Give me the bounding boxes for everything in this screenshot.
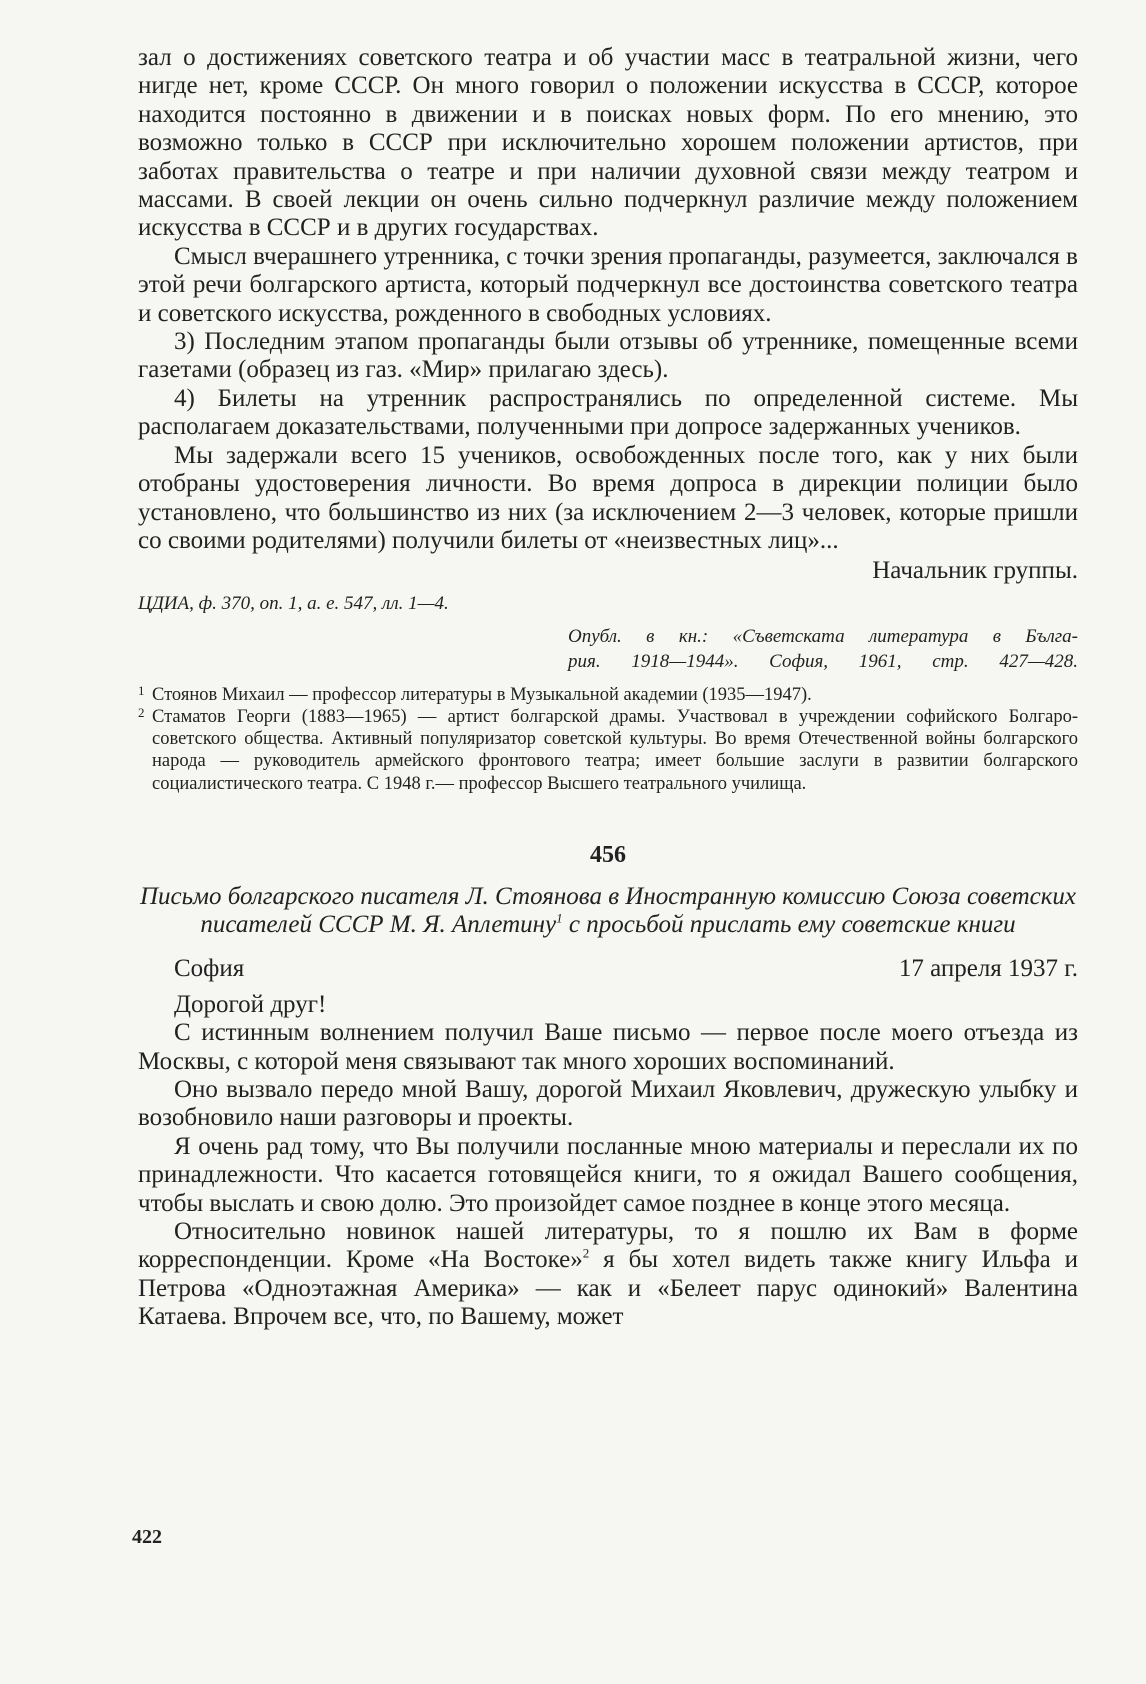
- publication-line-1: Опубл. в кн.: «Съветската литература в Бълга-: [568, 625, 1078, 647]
- top-section: [138, 44, 1078, 674]
- paragraph-4: 4) Билеты на утренник распространялись по определенной системе. Мы располагаем доказательствами, полученными при допросе задержанных учеников.: [138, 384, 1078, 441]
- paragraph-3: 3) Последним этапом пропаганды были отзывы об утреннике, помещенные всеми газетами (образец из газ. «Мир» прилагаю здесь).: [138, 328, 1078, 384]
- place: София: [174, 954, 245, 982]
- place-date-line: [138, 955, 1078, 983]
- title-footnote-mark: 1: [556, 910, 563, 926]
- greeting: Дорогой друг!: [174, 990, 327, 1018]
- date: 17 апреля 1937 г.: [898, 954, 1078, 982]
- publication-line-2: рия. 1918—1944». София, 1961, стр. 427—428.: [568, 650, 1078, 672]
- letter-paragraph-1: С истинным волнением получил Ваше письмо — первое после моего отъезда из Москвы, с которой меня связывают так много хороших воспоминаний.: [138, 1019, 1078, 1075]
- title-rest: с просьбой прислать ему советские книги: [562, 910, 1016, 938]
- footnote-2: [138, 706, 1078, 795]
- publication-reference: [568, 624, 1078, 674]
- paragraph-1: зал о достижениях советского театра и об участии масс в театральной жизни, чего нигде нет, кроме СССР. Он много говорил о положении искусства в СССР, которое находится постоянно в движении и в поисках новых форм. По его мнению, это возможно только в СССР при исключительно хорошем положении артистов, при заботах правительства о театре и при наличии духовной связи между театром и массами. В своей лекции он очень сильно подчеркнул различие между положением искусства в СССР и в других государствах.: [138, 44, 1078, 242]
- footnote-1: [138, 684, 1078, 706]
- footnotes: [138, 684, 1078, 795]
- page-number: 422: [132, 1526, 162, 1548]
- letter-paragraph-3: Я очень рад тому, что Вы получили посланные мною материалы и переслали их по принадлежности. Что касается готовящейся книги, то я ожидал Вашего сообщения, чтобы выслать и свою долю. Это произойдет самое позднее в конце этого месяца.: [138, 1132, 1078, 1217]
- document-number: 456: [590, 841, 626, 868]
- archive-reference: ЦДИА, ф. 370, оп. 1, а. е. 547, лл. 1—4.: [138, 592, 449, 614]
- title-main: Письмо болгарского писателя Л. Стоянова в Иностранную комиссию Союза советских писателей СССР М. Я. Аплетину: [139, 882, 1077, 938]
- letter-footnote-mark: 2: [582, 1246, 590, 1262]
- document-456: [138, 841, 1078, 1332]
- letter-paragraph-4-end: я бы хотел видеть также книгу Ильфа и Петрова «Одноэтажная Америка» — как и «Белеет парус одинокий» Валентина Катаева. Впрочем все, что, по Вашему, может: [138, 1246, 1078, 1331]
- letter-paragraph-4-start: Относительно новинок нашей литературы, то я пошлю их Вам в форме корреспонденции. Кроме «На Востоке»: [138, 1217, 1078, 1274]
- footnote-2-number: 2: [138, 704, 145, 720]
- letter-paragraph-4: [138, 1218, 1078, 1332]
- footnote-1-text: Стоянов Михаил — профессор литературы в Музыкальной академии (1935—1947).: [152, 684, 812, 705]
- document-title: [138, 883, 1078, 939]
- footnote-1-number: 1: [138, 682, 145, 698]
- paragraph-5: Мы задержали всего 15 учеников, освобожденных после того, как у них были отобраны удостоверения личности. Во время допроса в дирекции полиции было установлено, что большинство из них (за исключением 2—3 человек, которые пришли со своими родителями) получили билеты от «неизвестных лиц»...: [138, 441, 1078, 554]
- paragraph-2: Смысл вчерашнего утренника, с точки зрения пропаганды, разумеется, заключался в этой речи болгарского артиста, который подчеркнул все достоинства советского театра и советского искусства, рожденного в свободных условиях.: [138, 242, 1078, 327]
- signature: Начальник группы.: [872, 557, 1078, 585]
- letter-paragraph-2: Оно вызвало передо мной Вашу, дорогой Михаил Яковлевич, дружескую улыбку и возобновило наши разговоры и проекты.: [138, 1075, 1078, 1132]
- footnote-2-text: Стаматов Георги (1883—1965) — артист болгарской драмы. Участвовал в учреждении софийского Болгаро-советского общества. Активный популяризатор советской культуры. Во время Отечественной войны болгарского народа — руководитель армейского фронтового театра; имеет большие заслуги в развитии болгарского социалистического театра. С 1948 г.— профессор Высшего театрального училища.: [152, 706, 1078, 794]
